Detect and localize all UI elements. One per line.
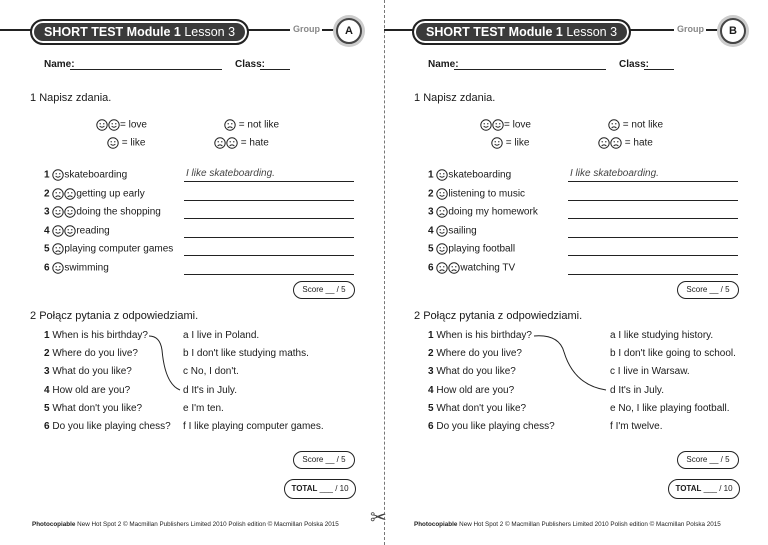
answer-text: No, I don't.	[190, 366, 239, 378]
question-text: How old are you?	[52, 384, 131, 396]
question-number: 6	[428, 421, 434, 432]
name-label: Name:	[44, 59, 75, 70]
copyright-text: New Hot Spot 2 © Macmillan Publishers Limited 2010 Polish edition © Macmillan Polska 2015	[459, 521, 721, 528]
sad-face-icon	[52, 243, 64, 255]
question-item	[428, 348, 522, 360]
question-text: What don't you like?	[52, 402, 143, 414]
answer-item	[610, 330, 713, 342]
key-like-label: = like	[121, 137, 146, 149]
key-not-like-label: = not like	[238, 119, 280, 131]
answer-line[interactable]	[184, 181, 354, 182]
answer-text: No, I like playing football.	[618, 402, 730, 414]
question-text: Where do you live?	[436, 348, 522, 360]
answer-item	[610, 421, 662, 433]
item-number: 2	[428, 188, 434, 200]
key-like-label: = like	[505, 137, 530, 149]
sentence-item	[44, 225, 110, 238]
photocopiable-label: Photocopiable	[32, 521, 76, 528]
score-label: Score	[302, 455, 324, 464]
exercise-2-title	[414, 310, 582, 322]
answer-text: I don't like studying maths.	[191, 348, 309, 360]
footer-copyright	[414, 521, 721, 528]
smiley-face-icon	[64, 206, 76, 218]
exercise-1-instruction: Napisz zdania.	[423, 92, 496, 104]
module-label: Module 1	[508, 25, 563, 39]
sad-face-icon	[64, 188, 76, 200]
smiley-face-icon	[436, 225, 448, 237]
item-activity: doing my homework	[448, 206, 538, 218]
sad-face-icon	[52, 188, 64, 200]
answer-item	[183, 403, 224, 415]
answer-item	[610, 366, 690, 378]
question-number: 6	[44, 421, 50, 432]
class-label: Class:	[235, 59, 266, 70]
answer-line[interactable]	[184, 200, 354, 201]
sad-face-icon	[436, 262, 448, 274]
total-score-box: TOTAL ___ / 10	[284, 479, 356, 499]
answer-letter: e	[183, 402, 189, 414]
answer-line[interactable]	[568, 181, 738, 182]
answer-item	[183, 421, 324, 433]
answer-letter: c	[183, 366, 188, 378]
smiley-face-icon	[492, 119, 504, 131]
smiley-face-icon	[108, 119, 120, 131]
answer-item	[610, 385, 664, 397]
answer-text: I live in Warsaw.	[617, 366, 690, 378]
question-item	[44, 385, 130, 397]
item-number: 4	[44, 225, 50, 237]
header-title	[412, 19, 631, 45]
answer-item	[610, 348, 736, 360]
item-number: 1	[428, 169, 434, 181]
smiley-face-icon	[107, 137, 119, 149]
answer-line[interactable]	[568, 274, 738, 275]
item-number: 5	[44, 243, 50, 255]
exercise-2-instruction: Połącz pytania z odpowiedziami.	[423, 310, 583, 322]
total-label: TOTAL	[675, 484, 702, 493]
key-not-like	[608, 119, 663, 132]
question-item	[428, 330, 532, 342]
question-number: 3	[44, 366, 50, 378]
item-activity: reading	[76, 225, 110, 237]
answer-item	[183, 348, 309, 360]
answer-line[interactable]	[568, 218, 738, 219]
key-hate	[214, 137, 269, 150]
smiley-face-icon	[52, 169, 64, 181]
answer-letter: e	[610, 402, 616, 414]
key-love-label: = love	[504, 119, 531, 131]
answer-text: I'm ten.	[191, 402, 224, 414]
sad-face-icon	[226, 137, 238, 149]
group-label: Group	[677, 24, 704, 34]
name-label: Name:	[428, 59, 459, 70]
total-max: / 10	[719, 484, 733, 493]
item-activity: skateboarding	[448, 169, 512, 181]
key-not-like-label: = not like	[622, 119, 664, 131]
smiley-face-icon	[491, 137, 503, 149]
answer-text: I live in Poland.	[191, 330, 260, 341]
example-match-curve	[149, 336, 180, 390]
exercise-2-title	[30, 310, 198, 322]
answer-text: I like playing computer games.	[188, 421, 324, 432]
question-text: What do you like?	[436, 366, 516, 378]
answer-letter: a	[610, 330, 616, 341]
item-number: 2	[44, 188, 50, 200]
answer-letter: f	[183, 421, 186, 432]
item-number: 3	[428, 206, 434, 218]
exercise-1-title	[30, 92, 111, 104]
example-answer: I like skateboarding.	[570, 168, 659, 179]
class-field[interactable]	[644, 69, 674, 70]
sentence-item	[44, 188, 145, 201]
exercise-2-number: 2	[30, 310, 37, 322]
question-text: Do you like playing chess?	[52, 421, 171, 432]
item-activity: doing the shopping	[76, 206, 161, 218]
question-item	[44, 421, 171, 433]
answer-line[interactable]	[568, 237, 738, 238]
score-box-2: Score __ / 5	[293, 451, 355, 469]
answer-letter: b	[183, 348, 189, 360]
score-max: / 5	[720, 285, 730, 294]
score-max: / 5	[720, 455, 730, 464]
sad-face-icon	[610, 137, 622, 149]
score-label: Score	[686, 285, 708, 294]
answer-text: I'm twelve.	[615, 421, 663, 432]
question-item	[44, 330, 148, 342]
photocopiable-label: Photocopiable	[414, 521, 458, 528]
sentence-item	[44, 262, 109, 275]
class-field[interactable]	[260, 69, 290, 70]
smiley-face-icon	[52, 206, 64, 218]
question-item	[428, 385, 514, 397]
sad-face-icon	[436, 206, 448, 218]
sentence-item	[428, 206, 538, 219]
question-number: 4	[44, 384, 50, 396]
answer-item	[183, 330, 259, 342]
smiley-face-icon	[436, 188, 448, 200]
question-item	[44, 403, 142, 415]
smiley-face-icon	[52, 225, 64, 237]
sentence-item	[44, 169, 127, 182]
sad-face-icon	[598, 137, 610, 149]
item-activity: skateboarding	[64, 169, 128, 181]
score-label: Score	[302, 285, 324, 294]
exercise-1-title	[414, 92, 495, 104]
sentence-item	[428, 225, 477, 238]
question-text: Where do you live?	[52, 348, 138, 360]
name-field[interactable]	[454, 69, 606, 70]
copyright-text: New Hot Spot 2 © Macmillan Publishers Limited 2010 Polish edition © Macmillan Polska 2015	[77, 521, 339, 528]
question-number: 3	[428, 366, 434, 378]
smiley-face-icon	[480, 119, 492, 131]
sad-face-icon	[224, 119, 236, 131]
question-text: How old are you?	[436, 384, 515, 396]
key-hate	[598, 137, 653, 150]
key-love-label: = love	[120, 119, 147, 131]
footer-copyright	[32, 521, 339, 528]
module-label: Module 1	[126, 25, 181, 39]
key-hate-label: = hate	[240, 137, 269, 149]
key-hate-label: = hate	[624, 137, 653, 149]
answer-letter: f	[610, 421, 613, 432]
item-activity: listening to music	[448, 188, 526, 200]
question-item	[428, 366, 516, 378]
score-max: / 5	[336, 285, 346, 294]
smiley-face-icon	[436, 243, 448, 255]
short-test-label: SHORT TEST	[426, 25, 506, 39]
sad-face-icon	[214, 137, 226, 149]
question-number: 1	[428, 330, 434, 341]
answer-item	[183, 385, 237, 397]
answer-line[interactable]	[568, 255, 738, 256]
question-number: 2	[428, 348, 434, 360]
answer-item	[183, 366, 239, 378]
item-number: 6	[44, 262, 50, 274]
answer-letter: d	[183, 384, 189, 396]
exercise-1-number: 1	[30, 92, 37, 104]
group-letter-badge: A	[336, 18, 362, 44]
key-love	[96, 119, 147, 132]
answer-line[interactable]	[184, 237, 354, 238]
exercise-2-instruction: Połącz pytania z odpowiedziami.	[39, 310, 199, 322]
total-max: / 10	[335, 484, 349, 493]
item-activity: watching TV	[460, 262, 516, 274]
item-number: 3	[44, 206, 50, 218]
key-love	[480, 119, 531, 132]
group-label: Group	[293, 24, 320, 34]
score-max: / 5	[336, 455, 346, 464]
question-text: Do you like playing chess?	[436, 421, 555, 432]
item-activity: playing football	[448, 243, 516, 255]
item-number: 1	[44, 169, 50, 181]
sentence-item	[428, 169, 511, 182]
total-score-box: TOTAL ___ / 10	[668, 479, 740, 499]
smiley-face-icon	[52, 262, 64, 274]
item-number: 5	[428, 243, 434, 255]
exercise-1-instruction: Napisz zdania.	[39, 92, 112, 104]
smiley-face-icon	[96, 119, 108, 131]
question-text: What don't you like?	[436, 402, 527, 414]
lesson-label: Lesson 3	[184, 25, 236, 39]
question-number: 4	[428, 384, 434, 396]
example-answer: I like skateboarding.	[186, 168, 275, 179]
header-title	[30, 19, 249, 45]
question-item	[428, 421, 555, 433]
answer-text: It's in July.	[191, 384, 237, 396]
answer-letter: b	[610, 348, 616, 360]
item-activity: swimming	[64, 262, 109, 274]
answer-item	[610, 403, 730, 415]
smiley-face-icon	[436, 169, 448, 181]
question-number: 5	[44, 402, 50, 414]
answer-text: It's in July.	[618, 384, 664, 396]
key-like	[491, 137, 529, 150]
item-activity: sailing	[448, 225, 477, 237]
score-label: Score	[686, 455, 708, 464]
item-number: 4	[428, 225, 434, 237]
answer-line[interactable]	[568, 200, 738, 201]
scissors-icon: ✂	[370, 507, 387, 529]
total-label: TOTAL	[291, 484, 318, 493]
question-number: 5	[428, 402, 434, 414]
score-box-2: Score __ / 5	[677, 451, 739, 469]
sentence-item	[428, 262, 515, 275]
sentence-item	[44, 243, 173, 256]
class-label: Class:	[619, 59, 650, 70]
lesson-label: Lesson 3	[566, 25, 618, 39]
example-match-curve	[534, 336, 606, 390]
answer-text: I like studying history.	[618, 330, 714, 341]
item-activity: getting up early	[76, 188, 145, 200]
name-field[interactable]	[70, 69, 222, 70]
question-text: When is his birthday?	[52, 330, 148, 341]
sad-face-icon	[448, 262, 460, 274]
question-item	[44, 366, 132, 378]
score-box-1: Score __ / 5	[293, 281, 355, 299]
short-test-label: SHORT TEST	[44, 25, 124, 39]
smiley-face-icon	[64, 225, 76, 237]
question-number: 1	[44, 330, 50, 341]
key-like	[107, 137, 145, 150]
question-item	[428, 403, 526, 415]
item-number: 6	[428, 262, 434, 274]
exercise-2-number: 2	[414, 310, 421, 322]
answer-text: I don't like going to school.	[618, 348, 736, 360]
question-number: 2	[44, 348, 50, 360]
key-not-like	[224, 119, 279, 132]
sad-face-icon	[608, 119, 620, 131]
question-text: When is his birthday?	[436, 330, 532, 341]
question-text: What do you like?	[52, 366, 132, 378]
score-box-1: Score __ / 5	[677, 281, 739, 299]
exercise-1-number: 1	[414, 92, 421, 104]
answer-letter: c	[610, 366, 615, 378]
group-letter-badge: B	[720, 18, 746, 44]
group-b-sheet	[384, 0, 768, 545]
answer-letter: d	[610, 384, 616, 396]
sentence-item	[44, 206, 161, 219]
answer-line[interactable]	[184, 255, 354, 256]
sentence-item	[428, 243, 515, 256]
item-activity: playing computer games	[64, 243, 174, 255]
answer-line[interactable]	[184, 274, 354, 275]
answer-letter: a	[183, 330, 189, 341]
answer-line[interactable]	[184, 218, 354, 219]
question-item	[44, 348, 138, 360]
sentence-item	[428, 188, 525, 201]
